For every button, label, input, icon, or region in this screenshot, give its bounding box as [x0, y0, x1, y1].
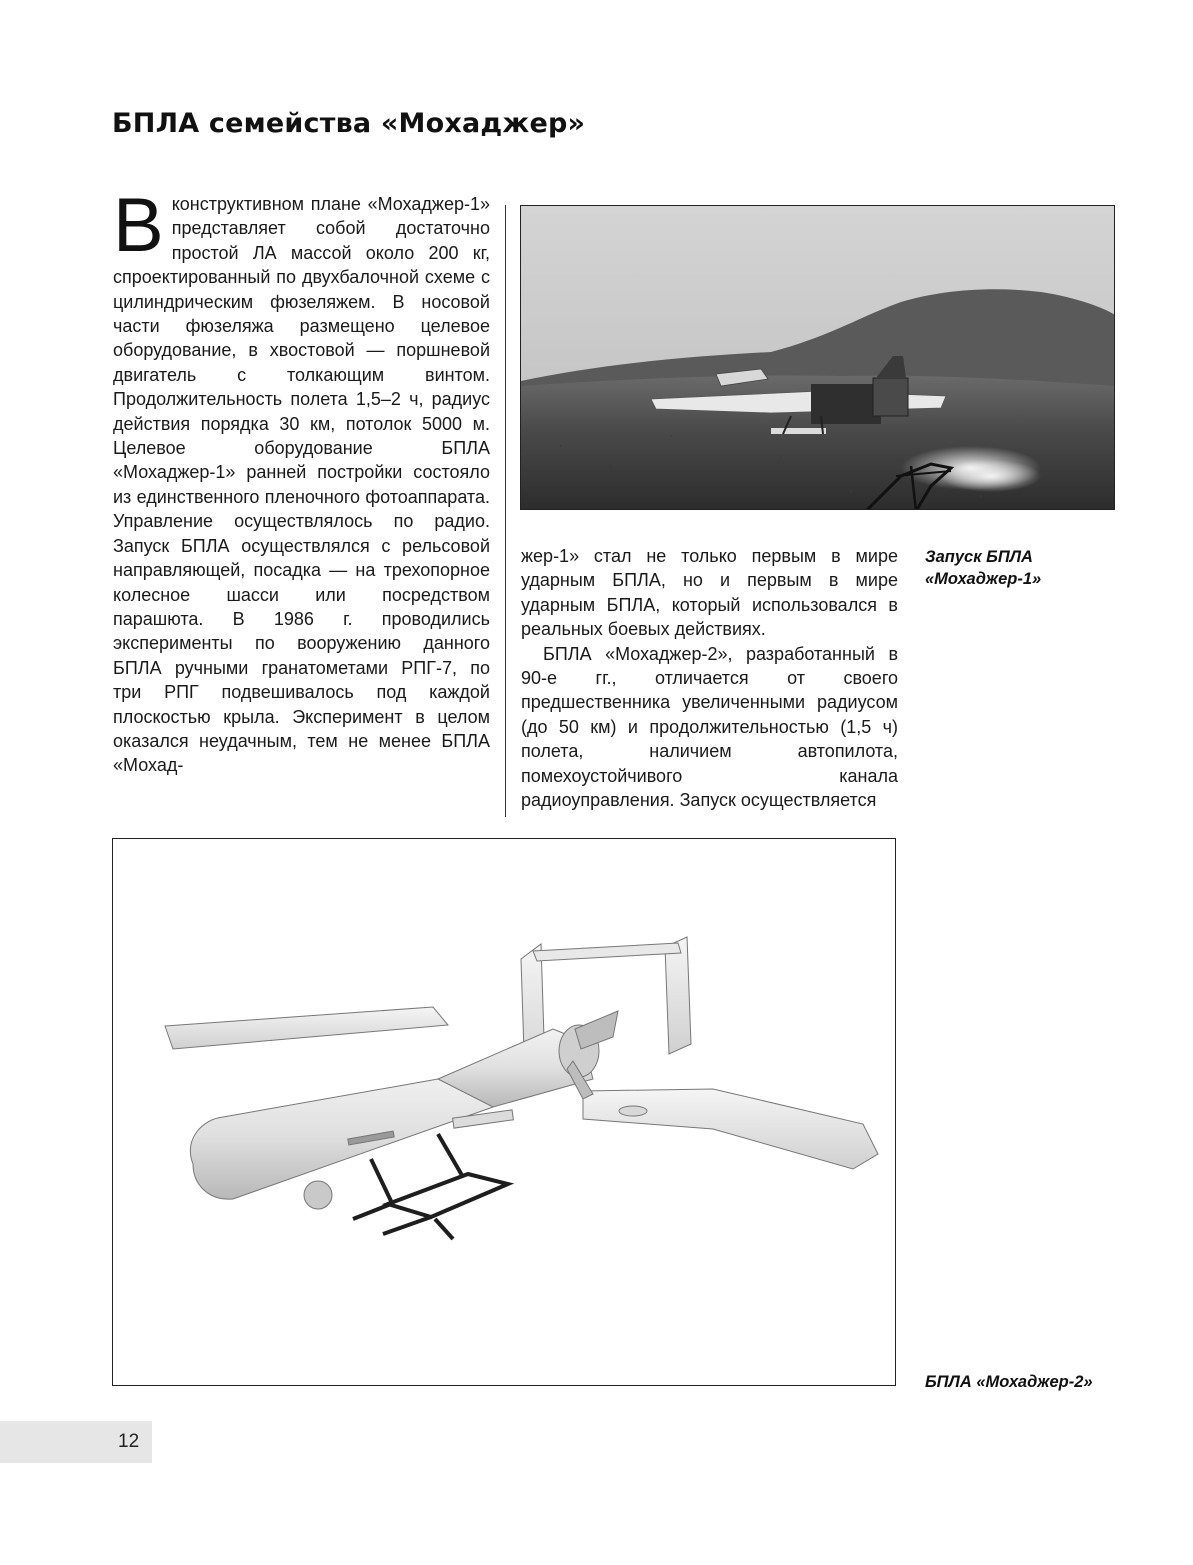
body-text-right-p2: БПЛА «Мохаджер-2», разработанный в 90-е гг., отличается от своего предшественника увеличенными радиусом (до 50 км) и продолжительностью (1,5 ч) полета, наличием автопилота, помехоустойчивого канала радиоуправления. Запуск осуществляется	[521, 643, 898, 811]
photo-mohajer1-launch	[520, 205, 1115, 510]
caption-photo-mohajer1: Запуск БПЛА «Мохаджер-1»	[925, 548, 1042, 588]
body-text-right-p1: жер-1» стал не только первым в мире ударным БПЛА, но и первым в мире ударным БПЛА, который использовался в реальных боевых действиях.	[521, 546, 898, 640]
drop-cap: В	[113, 183, 164, 268]
caption-figure-mohajer2: БПЛА «Мохаджер-2»	[925, 1373, 1093, 1391]
page-title: БПЛА семейства «Мохаджер»	[112, 108, 586, 139]
figure-mohajer2	[112, 838, 896, 1386]
body-text-left: конструктивном плане «Мохаджер-1» представляет собой достаточно простой ЛА массой около 200 кг, спроектированный по двухбалочной схеме с цилиндрическим фюзеляжем. В носовой части фюзеляжа размещено целевое оборудование, в хвостовой — поршневой двигатель с толкающим винтом. Продолжительность полета 1,5–2 ч, радиус действия порядка 30 км, потолок 5000 м. Целевое оборудование БПЛА «Мохаджер-1» ранней постройки состояло из единственного пленочного фотоаппарата. Управление осуществлялось по радио. Запуск БПЛА осуществлялся с рельсовой направляющей, посадка — на трехопорное колесное шасси или посредством парашюта. В 1986 г. проводились эксперименты по вооружению данного БПЛА ручными гранатометами РПГ-7, по три РПГ подвешивалось под каждой плоскостью крыла. Эксперимент в целом оказался неудачным, тем не менее БПЛА «Мохад-	[113, 194, 490, 776]
mohajer2-render	[113, 839, 894, 1384]
text-column-right	[521, 544, 898, 812]
photo-mohajer1-launch-image	[521, 206, 1115, 510]
column-divider	[505, 205, 506, 817]
page-number: 12	[118, 1431, 140, 1452]
text-column-left	[113, 183, 490, 778]
